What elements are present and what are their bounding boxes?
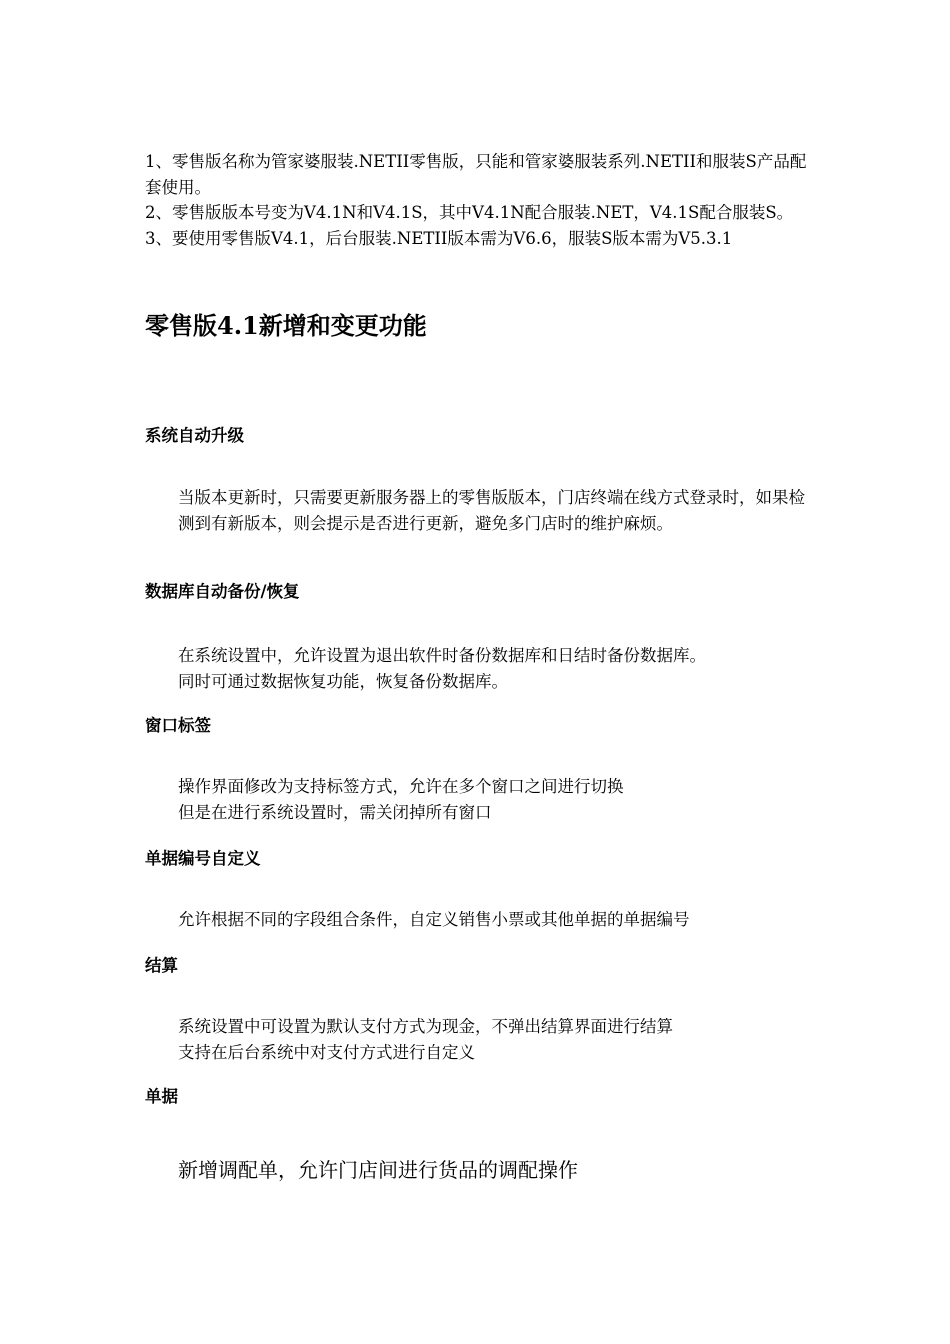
section-body-documents (178, 1155, 810, 1185)
section-line: 支持在后台系统中对支付方式进行自定义 (178, 1042, 475, 1062)
section-line: 允许根据不同的字段组合条件，自定义销售小票或其他单据的单据编号 (178, 910, 690, 929)
section-body-doc-numbering (178, 907, 810, 933)
section-line: 系统设置中可设置为默认支付方式为现金，不弹出结算界面进行结算 (178, 1017, 673, 1036)
section-heading-db-backup: 数据库自动备份/恢复 (145, 582, 300, 601)
section-line: 但是在进行系统设置时，需关闭掉所有窗口 (178, 802, 492, 822)
section-body-db-backup (178, 643, 810, 694)
section-heading-auto-upgrade: 系统自动升级 (145, 426, 244, 445)
section-line: 新增调配单，允许门店间进行货品的调配操作 (178, 1158, 578, 1182)
section-heading-window-tabs: 窗口标签 (145, 716, 211, 735)
intro-notes (145, 149, 810, 251)
section-body-window-tabs (178, 774, 810, 825)
section-heading-doc-numbering: 单据编号自定义 (145, 849, 261, 868)
section-line: 操作界面修改为支持标签方式，允许在多个窗口之间进行切换 (178, 777, 624, 796)
section-body-auto-upgrade (178, 485, 810, 536)
section-line: 在系统设置中，允许设置为退出软件时备份数据库和日结时备份数据库。 (178, 646, 706, 665)
intro-note-1: 1、零售版名称为管家婆服装.NETII零售版，只能和管家婆服装系列.NETII和服装S产品配套使用。 (145, 152, 807, 197)
intro-note-3: 3、要使用零售版V4.1，后台服装.NETII版本需为V6.6，服装S版本需为V5.3.1 (145, 228, 733, 248)
section-line: 当版本更新时，只需要更新服务器上的零售版版本，门店终端在线方式登录时，如果检测到有新版本，则会提示是否进行更新，避免多门店时的维护麻烦。 (178, 488, 805, 533)
section-body-settlement (178, 1014, 810, 1065)
section-heading-settlement: 结算 (145, 956, 178, 975)
document-title: 零售版4.1新增和变更功能 (145, 311, 427, 340)
section-heading-documents: 单据 (145, 1087, 178, 1106)
intro-note-2: 2、零售版版本号变为V4.1N和V4.1S，其中V4.1N配合服装.NET，V4.1S配合服装S。 (145, 203, 794, 222)
section-line: 同时可通过数据恢复功能，恢复备份数据库。 (178, 671, 508, 691)
